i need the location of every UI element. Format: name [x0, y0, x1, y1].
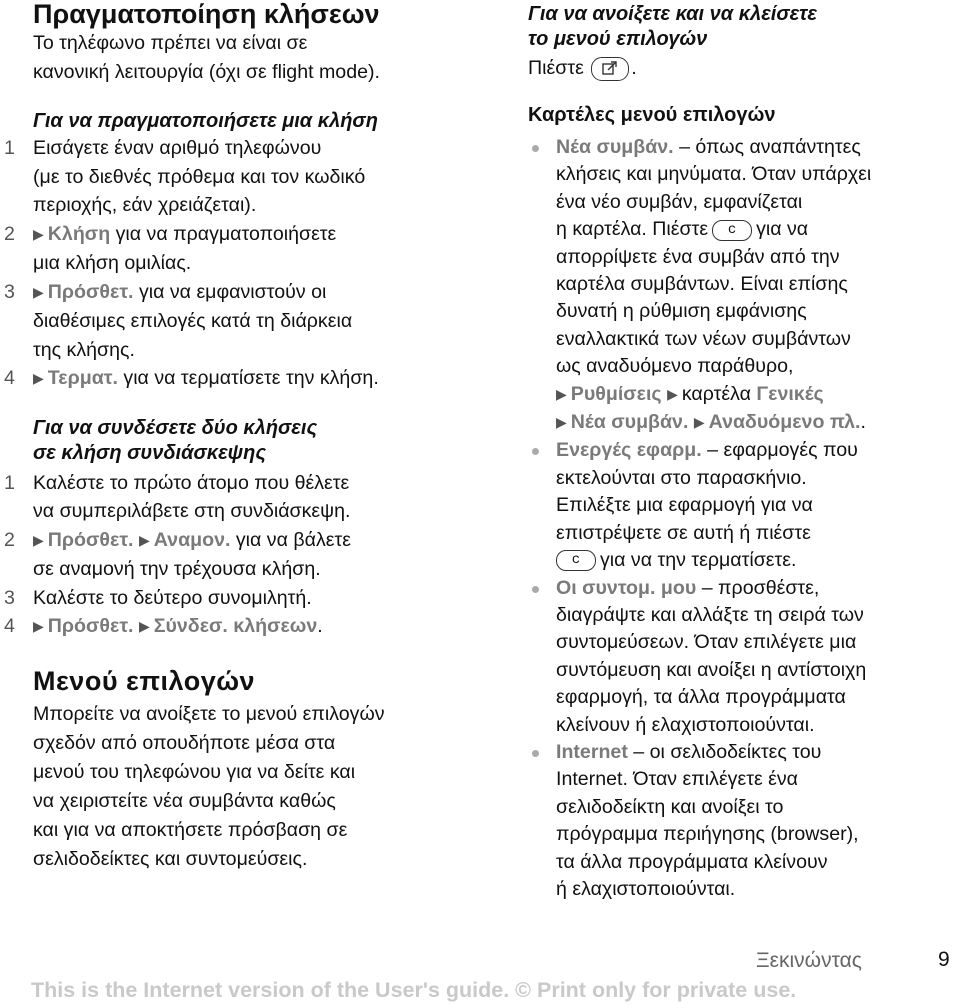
- options-menu-title: Μενού επιλογών: [33, 665, 256, 696]
- page-number: 9: [938, 948, 950, 971]
- footer-section-label: Ξεκινώντας: [756, 949, 862, 972]
- arrow-right-icon: ▶: [33, 225, 44, 242]
- bullet-icon: [532, 586, 539, 593]
- arrow-right-icon: ▶: [33, 531, 44, 548]
- conf-step-1: 1 Καλέστε το πρώτο άτομο που θέλετε να συμπεριλάβετε στη συνδιάσκεψη.: [4, 471, 351, 522]
- conf-step-2: 2 ▶ Πρόσθετ. ▶ Αναμον. για να βάλετε σε αναμονή την τρέχουσα κλήση.: [33, 526, 473, 584]
- arrow-right-icon: ▶: [556, 414, 567, 431]
- arrow-right-icon: ▶: [33, 618, 44, 634]
- arrow-right-icon: ▶: [556, 385, 567, 402]
- conf-step-4: 4 ▶ Πρόσθετ. ▶ Σύνδεσ. κλήσεων.: [33, 612, 473, 642]
- softkey-call: Κλήση: [47, 222, 111, 245]
- softkey-more: Πρόσθετ.: [47, 280, 134, 303]
- conference-heading: Για να συνδέσετε δύο κλήσεις σε κλήση συνδιάσκεψης: [33, 416, 318, 464]
- tabs-list: [556, 134, 953, 903]
- bullet-icon: [532, 145, 539, 152]
- watermark-text: This is the Internet version of the User's guide. © Print only for private use.: [31, 978, 797, 1002]
- right-column: [528, 0, 953, 903]
- open-close-heading: Για να ανοίξετε και να κλείσετε το μενού επιλογών: [528, 3, 817, 50]
- c-key-icon: c: [556, 550, 596, 571]
- tabs-heading: Καρτέλες μενού επιλογών: [528, 104, 776, 126]
- arrow-right-icon: ▶: [33, 283, 44, 300]
- step-4: 4 ▶ Τερματ. για να τερματίσετε την κλήση.: [33, 364, 473, 394]
- tab-running-apps: Ενεργές εφαρμ. – εφαρμογές που εκτελούνται στο παρασκήνιο. Επιλέξτε μια εφαρμογή για να επιστρέψετε σε αυτή ή πιέστε c για να την τερματίσετε.: [556, 437, 953, 574]
- make-call-steps: [4, 134, 473, 394]
- bullet-icon: [532, 750, 539, 757]
- arrow-right-icon: ▶: [138, 531, 150, 548]
- options-menu-body: Μπορείτε να ανοίξετε το μενού επιλογών σχεδόν από οπουδήποτε μέσα στα μενού του τηλεφώνου για να δείτε και να χειριστείτε νέα συμβάντα καθώς και για να αποκτήσετε πρόσβαση σε σελιδοδείκτες και συντομεύσεις.: [33, 702, 385, 870]
- left-column: [4, 0, 473, 874]
- step-3: 3 ▶ Πρόσθετ. για να εμφανιστούν οι διαθέσιμες επιλογές κατά τη διάρκεια της κλήσης.: [33, 278, 473, 365]
- arrow-right-icon: ▶: [138, 618, 150, 634]
- c-key-icon: c: [712, 220, 752, 241]
- intro-text: Το τηλέφωνο πρέπει να είναι σε κανονική λειτουργία (όχι σε flight mode).: [33, 32, 380, 83]
- bullet-icon: [532, 448, 539, 455]
- make-call-heading: Για να πραγματοποιήσετε μια κλήση: [33, 110, 378, 132]
- menu-glyph-icon: [602, 61, 618, 76]
- tab-new-events: Νέα συμβάν. – όπως αναπάντητες κλήσεις και μηνύματα. Όταν υπάρχει ένα νέο συμβάν, εμφανίζεται η καρτέλα. Πιέστε c για να απορρίψετε ένα συμβάν από την καρτέλα συμβάντων. Είναι επίσης δυνατή η ρύθμιση εμφάνισης εναλλακτικά των νέων συμβάντων ως αναδυόμενο παράθυρο, ▶ Ρυθμίσεις ▶ καρτέλα Γενικές ▶ Νέα συμβάν. ▶ Αναδυόμενο πλ..: [556, 134, 953, 437]
- conference-steps: [4, 469, 473, 642]
- options-menu-key-icon: [591, 57, 629, 81]
- step-1: 1 Εισάγετε έναν αριθμό τηλεφώνου (με το διεθνές πρόθεμα και τον κωδικό περιοχής, εάν χρειάζεται).: [4, 137, 366, 216]
- softkey-end: Τερματ.: [47, 367, 118, 389]
- arrow-right-icon: ▶: [667, 385, 678, 402]
- press-instruction: Πιέστε .: [528, 57, 637, 79]
- tab-internet: Internet – οι σελιδοδείκτες του Internet. Όταν επιλέγετε ένα σελιδοδείκτη και ανοίξει το πρόγραμμα περιήγησης (browser), τα άλλα προγράμματα κλείνουν ή ελαχιστοποιούνται.: [556, 739, 953, 903]
- conf-step-3: 3 Καλέστε το δεύτερο συνομιλητή.: [4, 586, 312, 609]
- tab-my-shortcuts: Οι συντομ. μου – προσθέστε, διαγράψτε και αλλάξτε τη σειρά των συντομεύσεων. Όταν επιλέγετε μια συντόμευση και ανοίξει η αντίστοιχη εφαρμογή, τα άλλα προγράμματα κλείνουν ή ελαχιστοποιούνται.: [556, 575, 953, 739]
- step-2: 2 ▶ Κλήση για να πραγματοποιήσετε μια κλήση ομιλίας.: [33, 220, 473, 278]
- arrow-right-icon: ▶: [693, 414, 705, 431]
- arrow-right-icon: ▶: [33, 370, 44, 386]
- section-title-calls: Πραγματοποίηση κλήσεων: [33, 0, 380, 29]
